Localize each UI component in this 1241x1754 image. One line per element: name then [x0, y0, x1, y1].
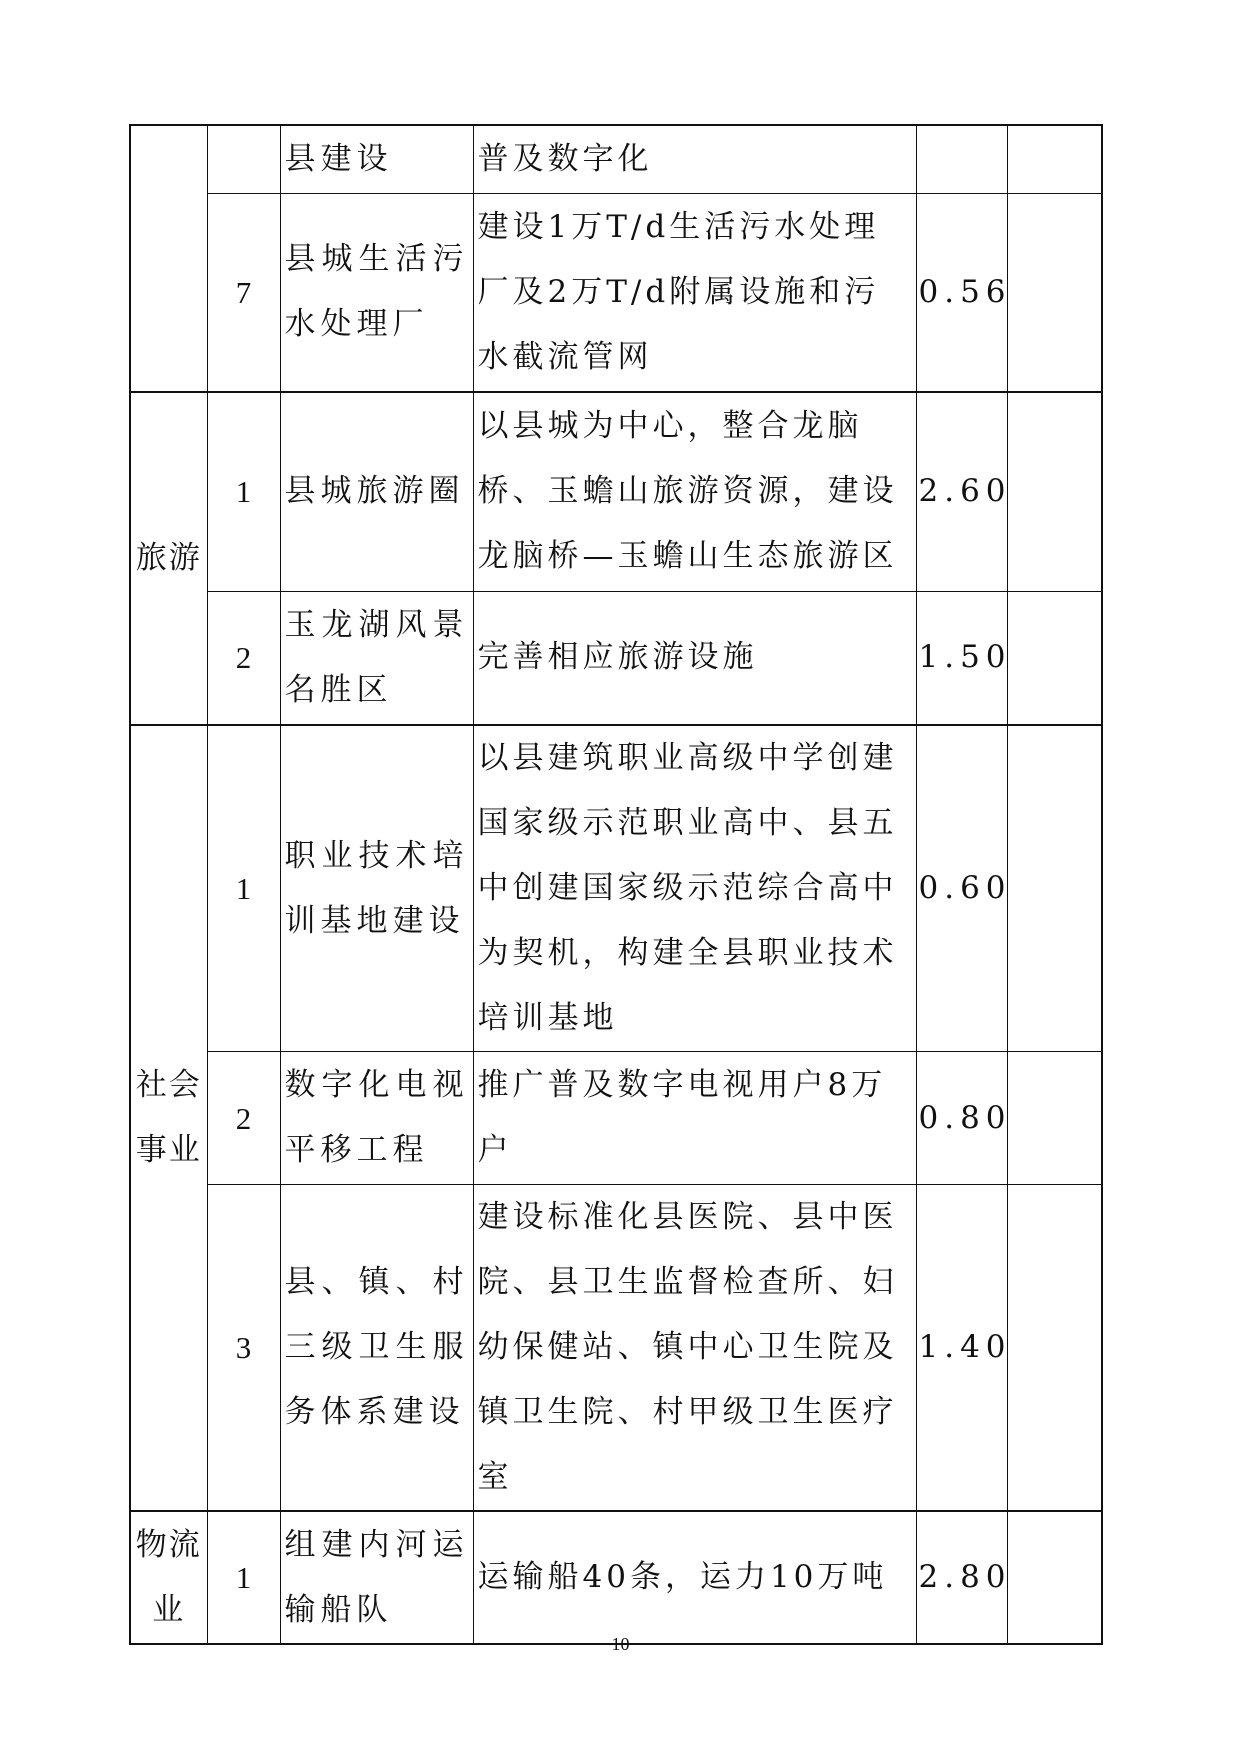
content-cell: 建设1万T/d生活污水处理厂及2万T/d附属设施和污水截流管网 [473, 193, 916, 392]
number-cell [207, 125, 280, 193]
number-cell: 7 [207, 193, 280, 392]
content-cell: 运输船40条，运力10万吨 [473, 1511, 916, 1644]
project-name-cell: 组建内河运输船队 [280, 1511, 473, 1644]
amount-cell: 0.80 [916, 1052, 1007, 1185]
number-cell: 2 [207, 1052, 280, 1185]
number-cell: 1 [207, 725, 280, 1052]
amount-cell: 0.56 [916, 193, 1007, 392]
note-cell [1007, 1052, 1102, 1185]
table-row [130, 392, 1102, 591]
table-row [130, 1185, 1102, 1512]
number-cell: 3 [207, 1185, 280, 1512]
number-cell: 2 [207, 591, 280, 725]
table-row [130, 725, 1102, 1052]
category-cell: 物流业 [130, 1511, 207, 1644]
amount-cell: 1.50 [916, 591, 1007, 725]
project-table [129, 124, 1103, 1645]
table-row [130, 1511, 1102, 1644]
project-name-cell: 县城生活污水处理厂 [280, 193, 473, 392]
category-cell [130, 125, 207, 392]
amount-cell: 2.60 [916, 392, 1007, 591]
note-cell [1007, 725, 1102, 1052]
table-row [130, 1052, 1102, 1185]
table-row [130, 193, 1102, 392]
note-cell [1007, 193, 1102, 392]
amount-cell [916, 125, 1007, 193]
note-cell [1007, 1511, 1102, 1644]
content-cell: 推广普及数字电视用户8万户 [473, 1052, 916, 1185]
table-row [130, 591, 1102, 725]
project-name-cell: 玉龙湖风景名胜区 [280, 591, 473, 725]
amount-cell: 0.60 [916, 725, 1007, 1052]
category-cell: 旅游 [130, 392, 207, 725]
content-cell: 普及数字化 [473, 125, 916, 193]
note-cell [1007, 1185, 1102, 1512]
amount-cell: 1.40 [916, 1185, 1007, 1512]
category-cell: 社会事业 [130, 725, 207, 1511]
amount-cell: 2.80 [916, 1511, 1007, 1644]
note-cell [1007, 591, 1102, 725]
number-cell: 1 [207, 392, 280, 591]
project-name-cell: 职业技术培训基地建设 [280, 725, 473, 1052]
content-cell: 以县城为中心，整合龙脑桥、玉蟾山旅游资源，建设龙脑桥—玉蟾山生态旅游区 [473, 392, 916, 591]
content-cell: 以县建筑职业高级中学创建国家级示范职业高中、县五中创建国家级示范综合高中为契机，构建全县职业技术培训基地 [473, 725, 916, 1052]
project-name-cell: 县城旅游圈 [280, 392, 473, 591]
project-name-cell: 县、镇、村三级卫生服务体系建设 [280, 1185, 473, 1512]
content-cell: 建设标准化县医院、县中医院、县卫生监督检查所、妇幼保健站、镇中心卫生院及镇卫生院、村甲级卫生医疗室 [473, 1185, 916, 1512]
note-cell [1007, 392, 1102, 591]
note-cell [1007, 125, 1102, 193]
table-row [130, 125, 1102, 193]
project-name-cell: 县建设 [280, 125, 473, 193]
project-name-cell: 数字化电视平移工程 [280, 1052, 473, 1185]
page-number: 10 [611, 1634, 630, 1654]
number-cell: 1 [207, 1511, 280, 1644]
content-cell: 完善相应旅游设施 [473, 591, 916, 725]
